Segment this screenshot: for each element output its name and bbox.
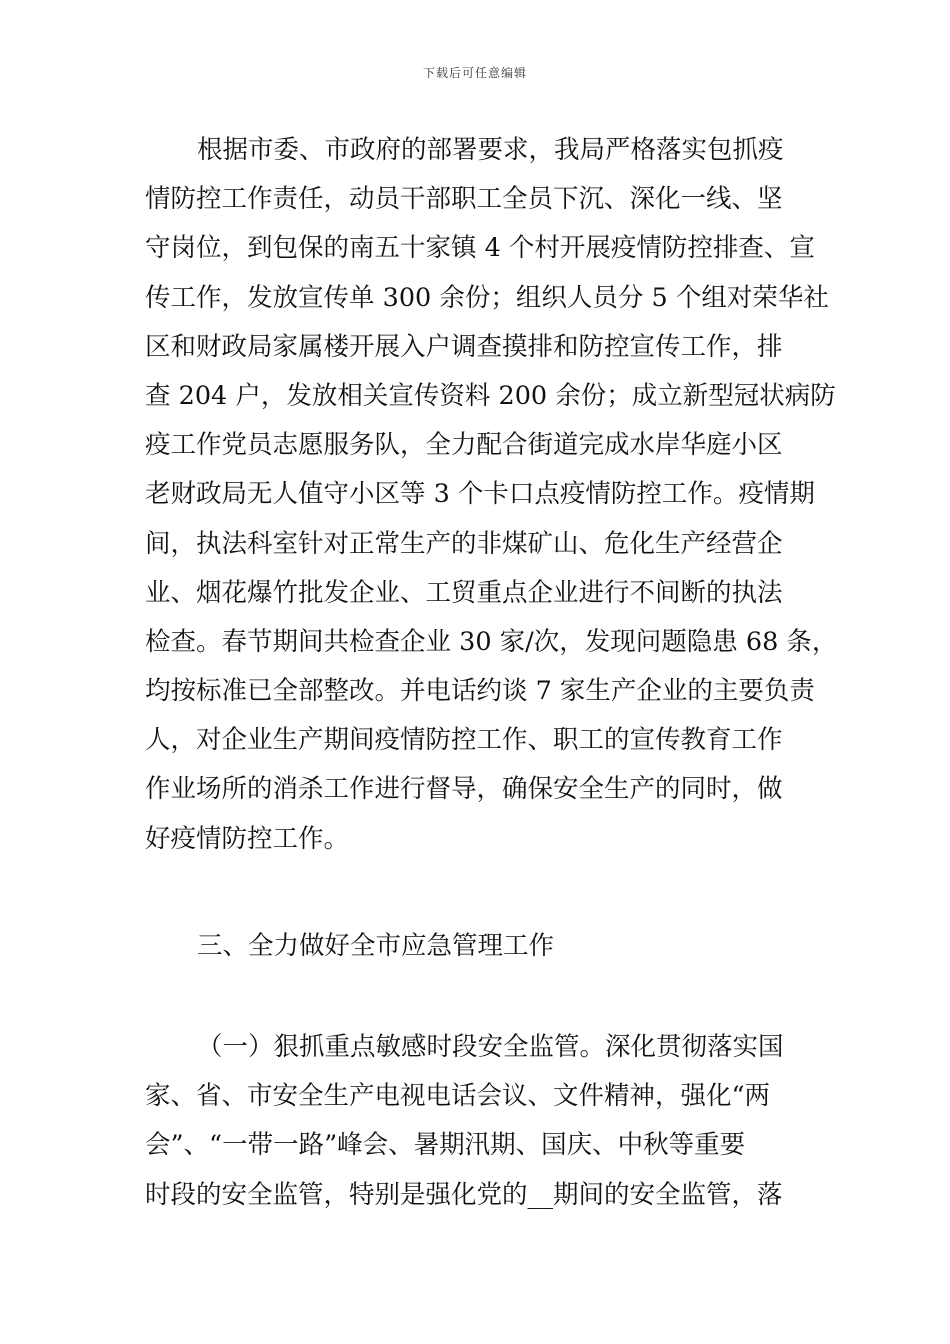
paragraph-line: 区和财政局家属楼开展入户调查摸排和防控宣传工作，排 xyxy=(145,331,783,362)
paragraph-line: 查 204 户，发放相关宣传资料 200 余份；成立新型冠状病防 xyxy=(145,380,836,411)
paragraph-line: 作业场所的消杀工作进行督导，确保安全生产的同时，做 xyxy=(145,774,783,805)
paragraph-line: 业、烟花爆竹批发企业、工贸重点企业进行不间断的执法 xyxy=(145,577,783,608)
paragraph-line: 人，对企业生产期间疫情防控工作、职工的宣传教育工作 xyxy=(145,725,783,756)
paragraph-line: 家、省、市安全生产电视电话会议、文件精神，强化“两 xyxy=(145,1081,771,1112)
paragraph-1 xyxy=(145,126,838,864)
section-heading xyxy=(145,922,810,971)
paragraph-line: 时段的安全监管，特别是强化党的__期间的安全监管，落 xyxy=(145,1179,783,1210)
header-note: 下载后可任意编辑 xyxy=(422,66,527,80)
paragraph-line: 老财政局无人值守小区等 3 个卡口点疫情防控工作。疫情期 xyxy=(145,479,815,510)
paragraph-line: 间，执法科室针对正常生产的非煤矿山、危化生产经营企 xyxy=(145,528,783,559)
paragraph-line: 传工作，发放宣传单 300 余份；组织人员分 5 个组对荣华社 xyxy=(145,282,829,313)
section-heading-text: 三、全力做好全市应急管理工作 xyxy=(197,931,555,961)
paragraph-line: 情防控工作责任，动员干部职工全员下沉、深化一线、坚 xyxy=(145,184,783,215)
paragraph-line: 疫工作党员志愿服务队，全力配合街道完成水岸华庭小区 xyxy=(145,430,783,461)
paragraph-line: 好疫情防控工作。 xyxy=(145,823,350,854)
paragraph-line: 根据市委、市政府的部署要求，我局严格落实包抓疫 xyxy=(197,135,784,165)
paragraph-2 xyxy=(145,1023,810,1220)
paragraph-line: 守岗位，到包保的南五十家镇 4 个村开展疫情防控排查、宣 xyxy=(145,233,815,264)
paragraph-line: （一）狠抓重点敏感时段安全监管。深化贯彻落实国 xyxy=(197,1032,784,1062)
paragraph-line: 会”、“一带一路”峰会、暑期汛期、国庆、中秋等重要 xyxy=(145,1130,746,1161)
paragraph-line: 均按标准已全部整改。并电话约谈 7 家生产企业的主要负责 xyxy=(145,676,815,707)
paragraph-line: 检查。春节期间共检查企业 30 家/次，发现问题隐患 68 条， xyxy=(145,626,838,657)
